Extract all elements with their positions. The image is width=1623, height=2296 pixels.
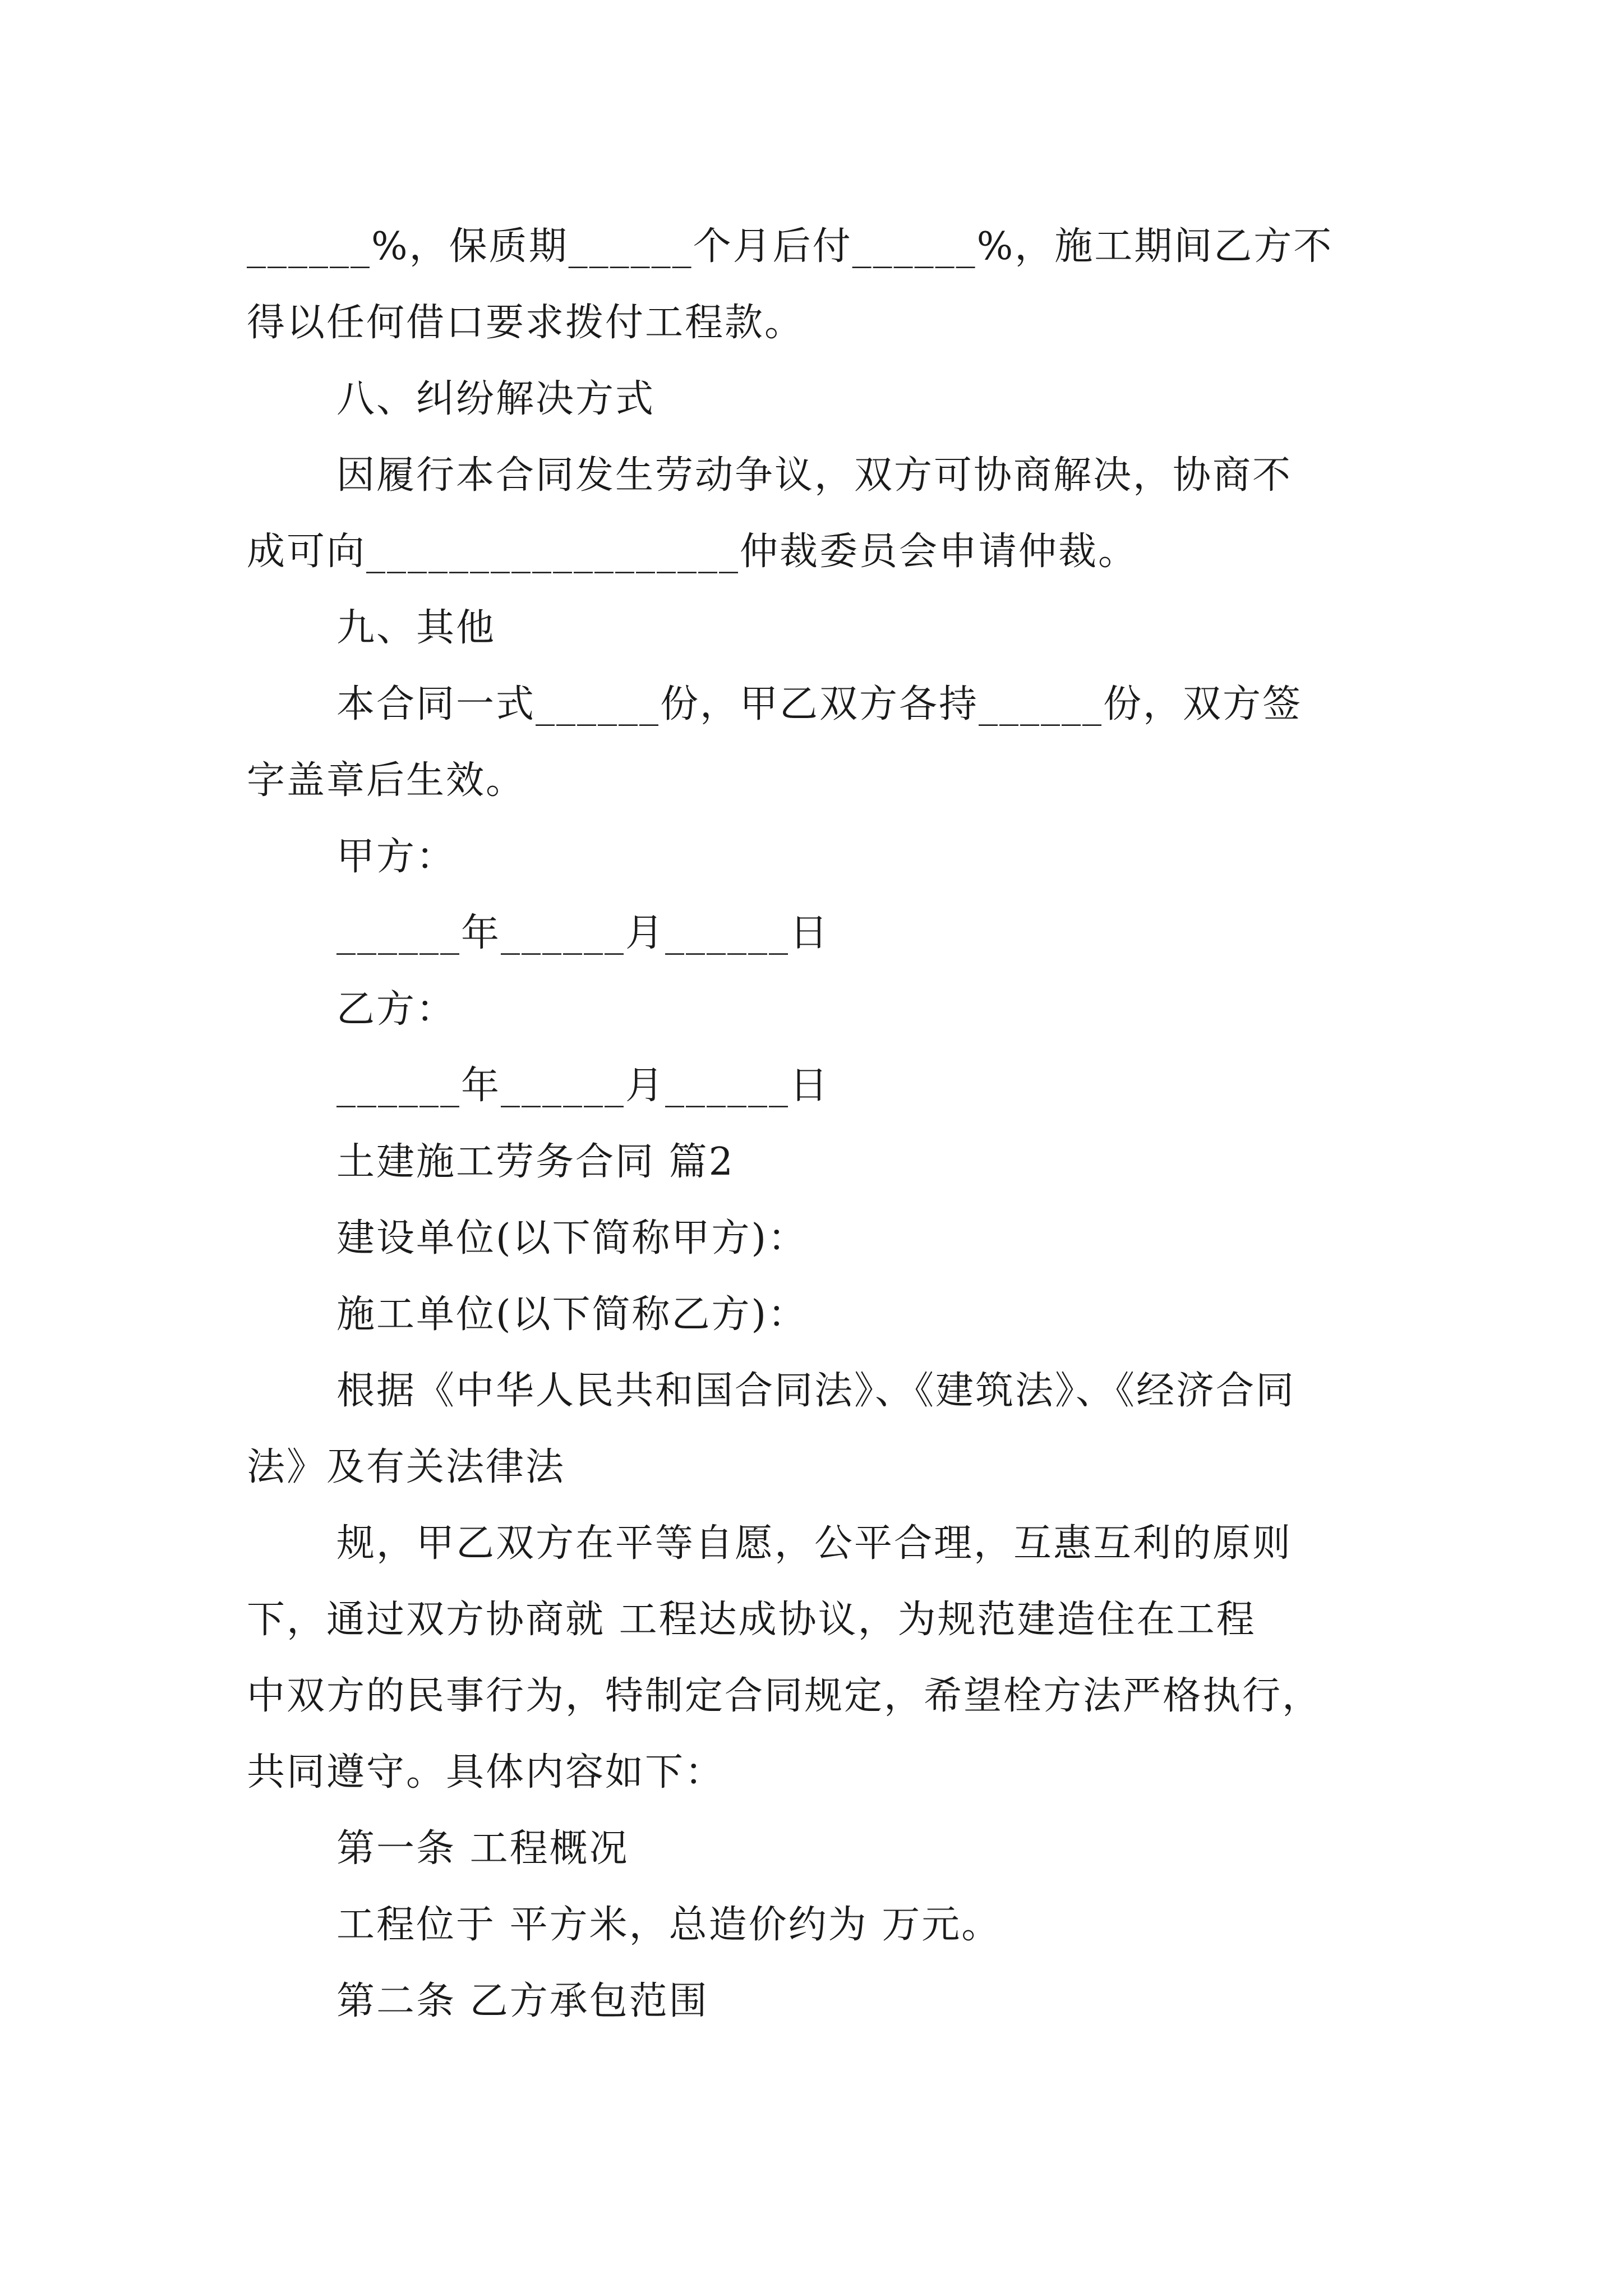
party-b-date: ______年______月______日 bbox=[336, 1064, 830, 1108]
contract-title: 土建施工劳务合同 篇2 bbox=[336, 1140, 735, 1184]
paragraph-line: 字盖章后生效。 bbox=[247, 758, 526, 803]
paragraph-line: 成可向__________________仲裁委员会申请仲裁。 bbox=[247, 530, 1138, 574]
paragraph-line: 法》及有关法律法 bbox=[247, 1445, 566, 1489]
paragraph-line: 规，甲乙双方在平等自愿，公平合理，互惠互利的原则 bbox=[336, 1521, 1293, 1566]
paragraph-line: 建设单位(以下简称甲方)： bbox=[336, 1216, 808, 1260]
party-a-label: 甲方： bbox=[336, 835, 457, 879]
paragraph-line: 施工单位(以下简称乙方)： bbox=[336, 1292, 808, 1337]
paragraph-line: ______%，保质期______个月后付______%，施工期间乙方不 bbox=[247, 224, 1334, 269]
paragraph-line: 本合同一式______份，甲乙双方各持______份，双方签 bbox=[336, 682, 1303, 726]
party-a-date: ______年______月______日 bbox=[336, 911, 830, 955]
article-heading: 第一条 工程概况 bbox=[336, 1826, 629, 1871]
party-b-label: 乙方： bbox=[336, 987, 457, 1032]
paragraph-line: 下，通过双方协商就 工程达成协议，为规范建造住在工程 bbox=[247, 1598, 1256, 1642]
article-heading: 第二条 乙方承包范围 bbox=[336, 1979, 709, 2023]
section-heading: 九、其他 bbox=[336, 606, 496, 650]
paragraph-line: 因履行本合同发生劳动争议，双方可协商解决，协商不 bbox=[336, 453, 1293, 498]
paragraph-line: 中双方的民事行为，特制定合同规定，希望栓方法严格执行， bbox=[247, 1674, 1322, 1718]
paragraph-line: 工程位于 平方米，总造价约为 万元。 bbox=[336, 1903, 1002, 1947]
paragraph-line: 根据《中华人民共和国合同法》、《建筑法》、《经济合同 bbox=[336, 1369, 1296, 1413]
paragraph-line: 得以任何借口要求拨付工程款。 bbox=[247, 301, 805, 345]
section-heading: 八、纠纷解决方式 bbox=[336, 377, 656, 421]
paragraph-line: 共同遵守。具体内容如下： bbox=[247, 1750, 725, 1795]
